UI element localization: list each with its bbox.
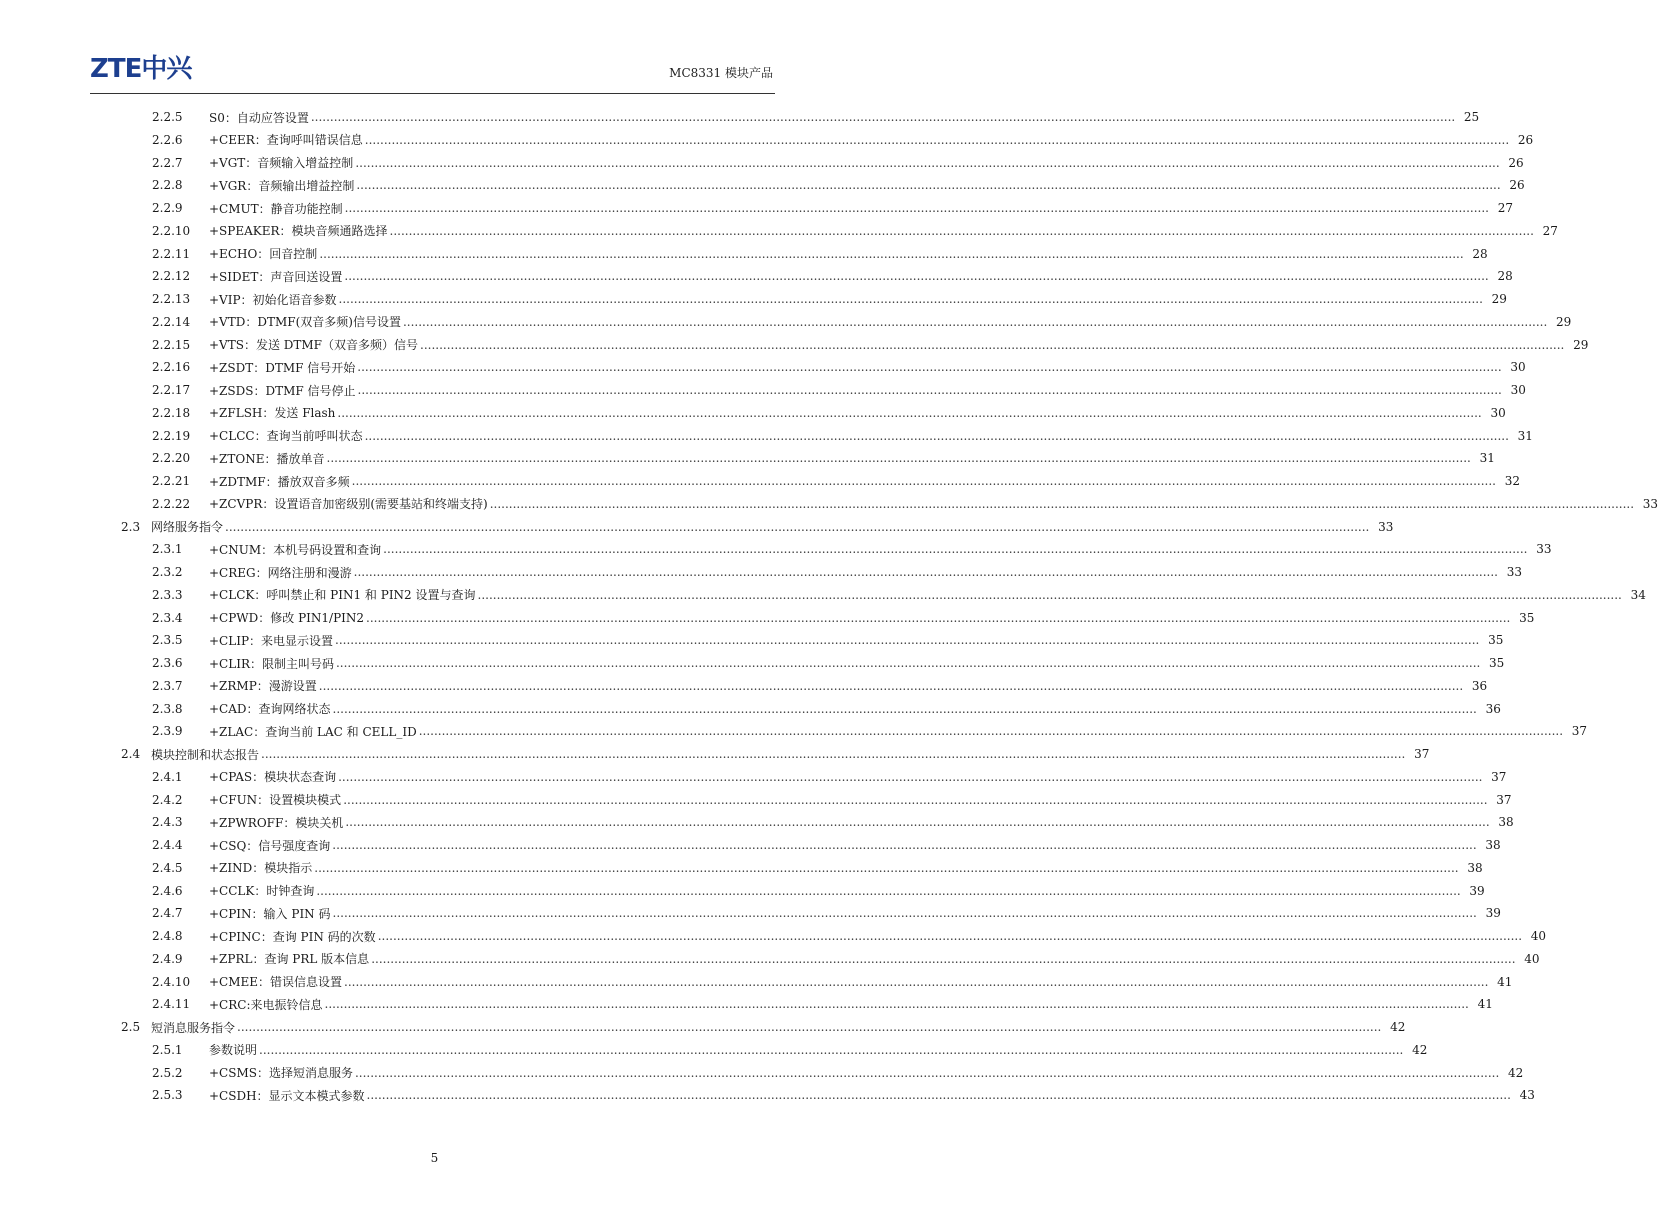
toc-entry-number: 2.3.5 [152, 633, 183, 648]
toc-entry-title: +ZSDT：DTMF 信号开始 [209, 360, 356, 375]
toc-dot-leader: ............................................................................................................................................................................................................................................................................................................ [351, 474, 1496, 488]
toc-entry-page: 38 [1485, 838, 1501, 852]
toc-entry-page: 37 [1571, 724, 1588, 739]
toc-entry[interactable] [152, 334, 1589, 356]
toc-entry[interactable] [152, 197, 1513, 219]
toc-entry-number: 2.5.2 [152, 1065, 183, 1080]
toc-entry[interactable] [152, 993, 1493, 1015]
toc-entry-number: 2.4.3 [152, 815, 183, 830]
toc-dot-leader: ............................................................................................................................................................................................................................................................................................................ [354, 1065, 1500, 1080]
toc-entry-title: +CLIR：限制主叫号码 [209, 656, 334, 671]
toc-entry[interactable] [152, 880, 1485, 902]
toc-entry-number: 2.4.10 [152, 974, 191, 989]
toc-entry-title: +ZDTMF：播放双音多频 [209, 474, 350, 489]
toc-entry[interactable] [152, 811, 1514, 833]
toc-entry-number: 2.2.5 [152, 110, 183, 124]
toc-entry[interactable] [121, 743, 1430, 765]
toc-dot-leader: ............................................................................................................................................................................................................................................................................................................ [402, 314, 1548, 329]
toc-entry-title: +CEER：查询呼叫错误信息 [209, 133, 363, 148]
toc-entry[interactable] [152, 834, 1501, 856]
toc-entry[interactable] [152, 129, 1534, 151]
toc-entry-page: 33 [1642, 496, 1658, 511]
toc-entry-title: +ZSDS：DTMF 信号停止 [209, 383, 356, 398]
toc-dot-leader: ............................................................................................................................................................................................................................................................................................................ [345, 815, 1490, 830]
toc-dot-leader: ............................................................................................................................................................................................................................................................................................................ [356, 178, 1501, 193]
toc-entry-title: +CPWD：修改 PIN1/PIN2 [209, 611, 365, 625]
toc-dot-leader: ............................................................................................................................................................................................................................................................................................................ [314, 860, 1459, 875]
toc-entry-number: 2.3.7 [152, 678, 183, 693]
toc-entry-page: 42 [1390, 1020, 1406, 1034]
toc-entry-number: 2.4.9 [152, 951, 183, 966]
toc-dot-leader: ............................................................................................................................................................................................................................................................................................................ [332, 701, 1477, 716]
toc-entry-page: 41 [1497, 974, 1513, 989]
toc-entry-page: 42 [1508, 1065, 1524, 1080]
toc-entry-title: +CLCC：查询当前呼叫状态 [209, 429, 363, 443]
toc-entry-title: S0：自动应答设置 [209, 110, 309, 125]
toc-entry-title: +CRC:来电振铃信息 [209, 997, 323, 1012]
toc-entry[interactable] [152, 584, 1646, 606]
toc-entry[interactable] [152, 425, 1533, 447]
toc-dot-leader: ............................................................................................................................................................................................................................................................................................................ [389, 223, 1534, 238]
toc-entry[interactable] [152, 288, 1507, 310]
toc-entry[interactable] [152, 629, 1504, 651]
toc-dot-leader: ............................................................................................................................................................................................................................................................................................................ [355, 155, 1500, 170]
toc-dot-leader: ............................................................................................................................................................................................................................................................................................................ [319, 246, 1464, 261]
toc-entry-page: 38 [1498, 815, 1514, 830]
toc-entry-page: 40 [1530, 929, 1547, 943]
toc-entry-page: 35 [1488, 633, 1504, 648]
toc-entry-title: +CLCK：呼叫禁止和 PIN1 和 PIN2 设置与查询 [209, 588, 476, 603]
toc-entry[interactable] [152, 356, 1526, 378]
toc-entry-page: 37 [1491, 769, 1507, 784]
toc-entry-title: +CSQ：信号强度查询 [209, 838, 331, 853]
zte-logo: ZTE中兴 [90, 54, 192, 84]
toc-dot-leader: ............................................................................................................................................................................................................................................................................................................ [310, 110, 1456, 124]
toc-entry-page: 38 [1467, 860, 1483, 875]
toc-entry[interactable] [152, 789, 1512, 811]
toc-entry[interactable] [152, 106, 1480, 128]
toc-entry-title: +VTD：DTMF(双音多频)信号设置 [209, 315, 401, 330]
toc-entry[interactable] [152, 561, 1522, 583]
toc-entry-title: +ZPRL：查询 PRL 版本信息 [209, 952, 370, 967]
toc-entry-title: +CSDH：显示文本模式参数 [209, 1088, 365, 1103]
toc-entry-page: 31 [1479, 451, 1495, 466]
toc-entry-title: +CAD：查询网络状态 [209, 702, 331, 716]
toc-entry-number: 2.4.8 [152, 929, 183, 943]
toc-entry-page: 33 [1536, 542, 1552, 557]
toc-entry-title: +SPEAKER：模块音频通路选择 [209, 224, 388, 239]
toc-entry-title: +SIDET：声音回送设置 [209, 269, 343, 284]
toc-entry-title: +VTS：发送 DTMF（双音多频）信号 [209, 338, 418, 352]
toc-dot-leader: ............................................................................................................................................................................................................................................................................................................ [489, 496, 1635, 511]
toc-entry[interactable] [152, 857, 1483, 879]
toc-dot-leader: ............................................................................................................................................................................................................................................................................................................ [261, 747, 1406, 761]
toc-entry-title: +ZIND：模块指示 [209, 861, 313, 876]
toc-dot-leader: ............................................................................................................................................................................................................................................................................................................ [343, 792, 1488, 807]
toc-entry-number: 2.2.15 [152, 337, 191, 352]
toc-entry[interactable] [152, 447, 1495, 469]
toc-entry-number: 2.4.11 [152, 997, 191, 1012]
toc-entry-page: 30 [1490, 405, 1506, 420]
toc-dot-leader: ............................................................................................................................................................................................................................................................................................................ [225, 519, 1370, 534]
toc-entry-page: 35 [1489, 656, 1505, 670]
toc-dot-leader: ............................................................................................................................................................................................................................................................................................................ [326, 451, 1471, 466]
toc-entry-number: 2.2.14 [152, 314, 191, 329]
toc-dot-leader: ............................................................................................................................................................................................................................................................................................................ [420, 337, 1565, 352]
toc-entry[interactable] [121, 1016, 1406, 1038]
toc-entry-page: 29 [1573, 337, 1589, 352]
toc-dot-leader: ............................................................................................................................................................................................................................................................................................................ [337, 405, 1482, 420]
toc-entry-number: 2.5.3 [152, 1088, 183, 1103]
toc-entry-page: 25 [1463, 110, 1480, 124]
toc-entry-page: 27 [1497, 201, 1513, 215]
toc-entry[interactable] [152, 243, 1488, 265]
toc-dot-leader: ............................................................................................................................................................................................................................................................................................................ [371, 951, 1516, 966]
toc-entry-number: 2.4.6 [152, 883, 183, 898]
toc-dot-leader: ............................................................................................................................................................................................................................................................................................................ [344, 201, 1489, 215]
toc-entry-number: 2.4.4 [152, 838, 183, 852]
toc-entry-page: 43 [1519, 1088, 1535, 1103]
toc-entry[interactable] [152, 925, 1547, 947]
toc-entry-number: 2.2.18 [152, 405, 191, 420]
toc-dot-leader: ............................................................................................................................................................................................................................................................................................................ [366, 610, 1511, 625]
toc-entry-page: 30 [1510, 383, 1526, 397]
toc-entry-number: 2.2.20 [152, 451, 191, 466]
toc-entry-title: +ZCVPR：设置语音加密级别(需要基站和终端支持) [209, 497, 488, 512]
toc-dot-leader: ............................................................................................................................................................................................................................................................................................................ [344, 974, 1489, 989]
toc-entry-page: 29 [1556, 314, 1572, 329]
toc-entry[interactable] [152, 652, 1505, 674]
toc-entry-title: +CCLK：时钟查询 [209, 884, 315, 898]
toc-entry-number: 2.3.4 [152, 610, 183, 625]
toc-entry-page: 40 [1524, 951, 1540, 966]
toc-entry-number: 2.4.5 [152, 860, 183, 875]
toc-entry-title: +VGT：音频输入增益控制 [209, 156, 354, 170]
toc-entry-page: 26 [1509, 178, 1525, 193]
toc-entry[interactable] [152, 493, 1658, 515]
toc-entry-title: +CLIP：来电显示设置 [209, 633, 334, 648]
toc-entry[interactable] [152, 675, 1488, 697]
toc-dot-leader: ............................................................................................................................................................................................................................................................................................................ [418, 724, 1564, 739]
toc-dot-leader: ............................................................................................................................................................................................................................................................................................................ [335, 656, 1481, 670]
toc-entry-number: 2.2.10 [152, 223, 191, 238]
toc-entry[interactable] [152, 379, 1526, 401]
header-rule [90, 93, 775, 94]
toc-entry-number: 2.4.2 [152, 792, 183, 807]
toc-entry[interactable] [152, 698, 1501, 720]
toc-entry[interactable] [152, 220, 1558, 242]
toc-entry-number: 2.2.12 [152, 269, 191, 284]
toc-entry-page: 33 [1506, 565, 1522, 579]
toc-entry-title: +CFUN：设置模块模式 [209, 793, 342, 807]
page-header [90, 40, 775, 94]
toc-entry-page: 32 [1504, 474, 1520, 488]
toc-entry-title: +CMEE：错误信息设置 [209, 975, 343, 989]
toc-entry[interactable] [152, 1062, 1524, 1084]
toc-entry-title: 短消息服务指令 [151, 1020, 236, 1035]
toc-dot-leader: ............................................................................................................................................................................................................................................................................................................ [477, 587, 1622, 602]
toc-entry[interactable] [152, 948, 1540, 970]
product-name: MC8331 模块产品 [669, 66, 773, 80]
toc-entry[interactable] [152, 607, 1535, 629]
toc-entry-title: +ECHO：回音控制 [209, 247, 318, 261]
toc-entry-title: +ZPWROFF：模块关机 [209, 815, 344, 830]
toc-dot-leader: ............................................................................................................................................................................................................................................................................................................ [324, 997, 1469, 1012]
toc-entry-title: 模块控制和状态报告 [151, 747, 260, 762]
toc-dot-leader: ............................................................................................................................................................................................................................................................................................................ [338, 292, 1483, 306]
toc-dot-leader: ............................................................................................................................................................................................................................................................................................................ [364, 132, 1510, 147]
page-number: 5 [430, 1151, 439, 1165]
toc-entry[interactable] [152, 720, 1588, 742]
toc-entry-number: 2.3.1 [152, 542, 183, 557]
toc-entry[interactable] [152, 766, 1507, 788]
toc-entry-page: 26 [1517, 132, 1534, 147]
toc-entry-title: +ZRMP：漫游设置 [209, 679, 317, 694]
toc-entry-title: +ZLAC：查询当前 LAC 和 CELL_ID [209, 724, 417, 739]
toc-entry-title: +CPIN：输入 PIN 码 [209, 906, 331, 921]
toc-entry-title: +VGR：音频输出增益控制 [209, 178, 355, 193]
toc-entry-page: 36 [1471, 678, 1488, 693]
toc-entry-title: +CPINC：查询 PIN 码的次数 [209, 929, 376, 944]
toc-entry-number: 2.3.8 [152, 701, 183, 716]
toc-entry-page: 35 [1519, 610, 1535, 625]
toc-entry-page: 39 [1469, 883, 1485, 898]
toc-entry-title: +VIP：初始化语音参数 [209, 292, 337, 307]
toc-entry-number: 2.2.19 [152, 428, 191, 443]
toc-entry[interactable] [152, 402, 1506, 424]
toc-entry-page: 31 [1517, 428, 1533, 443]
toc-entry[interactable] [152, 902, 1501, 924]
toc-entry-page: 26 [1508, 155, 1524, 170]
toc-dot-leader: ............................................................................................................................................................................................................................................................................................................ [357, 360, 1502, 375]
toc-entry-title: 参数说明 [209, 1043, 258, 1058]
toc-entry-number: 2.2.13 [152, 292, 191, 306]
toc-entry-number: 2.4 [121, 747, 141, 761]
toc-dot-leader: ............................................................................................................................................................................................................................................................................................................ [259, 1042, 1404, 1057]
toc-entry-page: 36 [1485, 701, 1501, 716]
toc-entry-number: 2.2.8 [152, 178, 183, 193]
toc-entry-number: 2.4.1 [152, 769, 183, 784]
toc-entry-title: +ZTONE：播放单音 [209, 451, 325, 466]
toc-entry-number: 2.3.2 [152, 565, 183, 579]
toc-entry-page: 37 [1496, 792, 1512, 807]
toc-dot-leader: ............................................................................................................................................................................................................................................................................................................ [335, 633, 1480, 648]
toc-entry-number: 2.3.3 [152, 587, 183, 602]
toc-dot-leader: ............................................................................................................................................................................................................................................................................................................ [377, 929, 1523, 943]
toc-entry-page: 33 [1378, 519, 1394, 534]
toc-entry-number: 2.4.7 [152, 906, 183, 921]
toc-entry[interactable] [152, 1084, 1535, 1106]
toc-entry-title: +CMUT：静音功能控制 [209, 201, 343, 216]
toc-dot-leader: ............................................................................................................................................................................................................................................................................................................ [332, 838, 1477, 852]
toc-entry-number: 2.3.6 [152, 656, 183, 670]
toc-entry-page: 37 [1414, 747, 1430, 761]
toc-entry-page: 29 [1491, 292, 1507, 306]
toc-dot-leader: ............................................................................................................................................................................................................................................................................................................ [383, 542, 1528, 557]
toc-entry-title: 网络服务指令 [151, 520, 224, 534]
toc-entry-title: +CREG：网络注册和漫游 [209, 565, 352, 580]
toc-entry[interactable] [152, 470, 1520, 492]
toc-dot-leader: ............................................................................................................................................................................................................................................................................................................ [338, 769, 1483, 784]
toc-dot-leader: ............................................................................................................................................................................................................................................................................................................ [353, 565, 1498, 579]
toc-entry[interactable] [152, 1039, 1428, 1061]
toc-entry-page: 30 [1510, 360, 1526, 375]
toc-dot-leader: ............................................................................................................................................................................................................................................................................................................ [316, 883, 1461, 898]
toc-entry-number: 2.2.9 [152, 201, 183, 215]
toc-dot-leader: ............................................................................................................................................................................................................................................................................................................ [357, 383, 1502, 397]
toc-entry-number: 2.2.17 [152, 383, 191, 397]
toc-entry-number: 2.3.9 [152, 724, 183, 739]
toc-entry-page: 27 [1542, 223, 1558, 238]
toc-entry-page: 28 [1472, 246, 1488, 261]
toc-entry-number: 2.5.1 [152, 1042, 183, 1057]
toc-entry-page: 28 [1497, 269, 1513, 284]
toc-entry-page: 39 [1485, 906, 1501, 921]
toc-entry[interactable] [152, 538, 1552, 560]
toc-entry-title: +CNUM：本机号码设置和查询 [209, 542, 382, 557]
toc-dot-leader: ............................................................................................................................................................................................................................................................................................................ [364, 428, 1509, 443]
toc-entry-number: 2.2.16 [152, 360, 191, 375]
toc-entry-title: +CPAS：模块状态查询 [209, 770, 337, 785]
toc-dot-leader: ............................................................................................................................................................................................................................................................................................................ [366, 1088, 1511, 1103]
toc-dot-leader: ............................................................................................................................................................................................................................................................................................................ [344, 269, 1489, 284]
toc-entry-page: 42 [1412, 1042, 1428, 1057]
toc-dot-leader: ............................................................................................................................................................................................................................................................................................................ [318, 678, 1464, 693]
toc-entry-title: +CSMS：选择短消息服务 [209, 1066, 353, 1080]
toc-entry[interactable] [152, 152, 1524, 174]
toc-entry[interactable] [152, 265, 1513, 287]
toc-entry[interactable] [152, 311, 1572, 333]
toc-entry-page: 34 [1630, 587, 1646, 602]
toc-entry-number: 2.2.22 [152, 496, 191, 511]
toc-entry-number: 2.3 [121, 519, 141, 534]
toc-entry-number: 2.2.21 [152, 474, 191, 488]
toc-entry[interactable] [152, 971, 1513, 993]
toc-entry-number: 2.2.7 [152, 155, 183, 170]
toc-entry-number: 2.5 [121, 1020, 141, 1034]
toc-entry-page: 41 [1477, 997, 1493, 1012]
toc-entry[interactable] [152, 174, 1525, 196]
toc-entry[interactable] [121, 516, 1394, 538]
toc-entry-title: +ZFLSH：发送 Flash [209, 406, 336, 421]
toc-entry-number: 2.2.11 [152, 246, 191, 261]
toc-dot-leader: ............................................................................................................................................................................................................................................................................................................ [332, 906, 1477, 921]
toc-dot-leader: ............................................................................................................................................................................................................................................................................................................ [237, 1020, 1382, 1034]
toc-entry-number: 2.2.6 [152, 132, 183, 147]
